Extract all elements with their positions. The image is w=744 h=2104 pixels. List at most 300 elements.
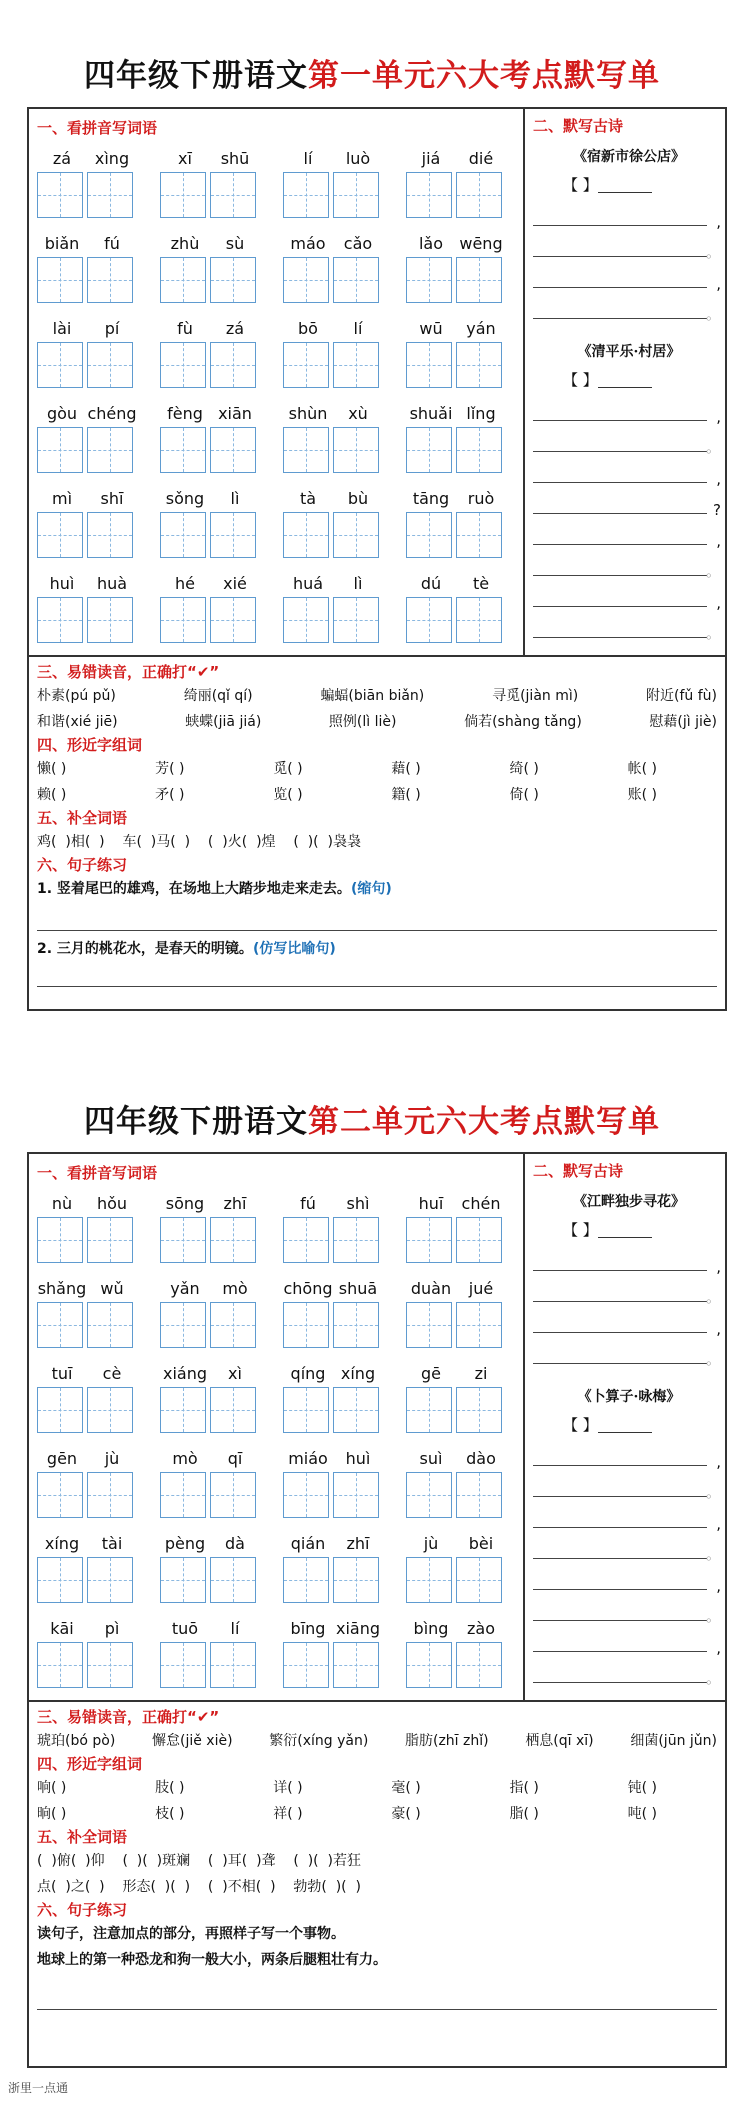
writing-box[interactable]	[456, 1642, 502, 1688]
exercise-section	[29, 1702, 725, 2020]
writing-box[interactable]	[37, 597, 83, 643]
writing-box[interactable]	[210, 1472, 256, 1518]
writing-box[interactable]	[283, 257, 329, 303]
tianzige-boxes	[160, 1387, 283, 1433]
author-bracket: 【 】	[563, 371, 598, 389]
writing-box[interactable]	[406, 1302, 452, 1348]
poem-line[interactable]	[533, 1435, 721, 1471]
char-item[interactable]: 帐( )	[627, 761, 657, 777]
writing-box[interactable]	[37, 172, 83, 218]
author-bracket: 【 】	[563, 1416, 598, 1434]
punctuation: ,	[716, 275, 721, 293]
char-item[interactable]: 吨( )	[627, 1806, 657, 1822]
punctuation: ,	[716, 1320, 721, 1338]
writing-box[interactable]	[283, 1302, 329, 1348]
writing-box[interactable]	[333, 1642, 379, 1688]
word-cell	[406, 1525, 529, 1610]
tianzige-boxes	[37, 1302, 160, 1348]
pinyin	[283, 310, 406, 342]
writing-box[interactable]	[87, 1217, 133, 1263]
writing-box[interactable]	[333, 512, 379, 558]
writing-box[interactable]	[160, 342, 206, 388]
pinyin-syllable: shuǎi	[409, 404, 453, 423]
writing-box[interactable]	[406, 172, 452, 218]
char-item[interactable]: 赖( )	[37, 787, 67, 803]
pinyin-syllable: pì	[104, 1619, 120, 1638]
writing-box[interactable]	[456, 342, 502, 388]
writing-box[interactable]	[333, 257, 379, 303]
pinyin	[406, 140, 529, 172]
writing-box[interactable]	[87, 257, 133, 303]
reading-item[interactable]: 繁衍(xíng yǎn)	[269, 1733, 369, 1749]
poem-line[interactable]	[533, 576, 721, 612]
char-item[interactable]: 指( )	[509, 1780, 539, 1796]
author-blank[interactable]	[563, 1219, 725, 1240]
writing-box[interactable]	[283, 1387, 329, 1433]
writing-box[interactable]	[87, 597, 133, 643]
poem-line[interactable]	[533, 1528, 721, 1563]
writing-box[interactable]	[333, 1387, 379, 1433]
writing-box[interactable]	[283, 1642, 329, 1688]
writing-box[interactable]	[37, 512, 83, 558]
char-item[interactable]: 矛( )	[155, 787, 185, 803]
pinyin-syllable: lài	[52, 319, 72, 338]
writing-box[interactable]	[406, 597, 452, 643]
writing-box[interactable]	[406, 512, 452, 558]
poem-line[interactable]	[533, 257, 721, 293]
poem-line[interactable]	[533, 514, 721, 550]
char-item[interactable]: 钝( )	[627, 1780, 657, 1796]
section-heading: 二、默写古诗	[533, 1162, 624, 1180]
word-cell	[37, 565, 160, 650]
writing-box[interactable]	[406, 1472, 452, 1518]
writing-box[interactable]	[87, 1557, 133, 1603]
punctuation: ,	[716, 1515, 721, 1533]
writing-box[interactable]	[406, 1642, 452, 1688]
pinyin-syllable: pí	[104, 319, 120, 338]
tianzige-boxes	[406, 512, 529, 558]
word-cell	[283, 1185, 406, 1270]
writing-box[interactable]	[406, 427, 452, 473]
char-item[interactable]: 懒( )	[37, 761, 67, 777]
char-item[interactable]: 芳( )	[155, 761, 185, 777]
writing-box[interactable]	[210, 1557, 256, 1603]
poem-line[interactable]	[533, 1466, 721, 1501]
pinyin-syllable: zào	[467, 1619, 495, 1638]
writing-box[interactable]	[406, 342, 452, 388]
pinyin-syllable: chéng	[87, 404, 137, 423]
writing-box[interactable]	[37, 1472, 83, 1518]
writing-box[interactable]	[210, 1642, 256, 1688]
word-cell	[160, 480, 283, 565]
section-heading: 五、补全词语	[37, 1828, 128, 1846]
word-cell	[406, 1610, 529, 1695]
sentence-2: 2. 三月的桃花水，是春天的明镜。 (仿写比喻句)	[37, 941, 336, 957]
writing-box[interactable]	[333, 342, 379, 388]
char-row	[37, 1800, 717, 1826]
char-item[interactable]: 肢( )	[155, 1780, 185, 1796]
poem-line[interactable]	[533, 421, 721, 456]
writing-box[interactable]	[456, 427, 502, 473]
section-heading: 二、默写古诗	[533, 117, 624, 135]
reading-item[interactable]: 朴素(pú pǔ)	[37, 688, 116, 704]
word-cell	[37, 1610, 160, 1695]
word-cell	[37, 140, 160, 225]
writing-box[interactable]	[456, 1557, 502, 1603]
poem-line[interactable]	[533, 1302, 721, 1338]
pinyin-syllable: huá	[292, 574, 324, 593]
poem-line[interactable]	[533, 1652, 721, 1687]
char-row	[37, 781, 717, 807]
char-item[interactable]: 藉( )	[391, 761, 421, 777]
writing-box[interactable]	[87, 1642, 133, 1688]
pinyin-syllable: mò	[222, 1279, 248, 1298]
tianzige-boxes	[160, 1302, 283, 1348]
char-item[interactable]: 绮( )	[509, 761, 539, 777]
writing-box[interactable]	[283, 597, 329, 643]
reading-item[interactable]: 附近(fǔ fù)	[646, 688, 717, 704]
poem-line[interactable]	[533, 1559, 721, 1595]
pinyin-syllable: bīng	[290, 1619, 326, 1638]
writing-box[interactable]	[406, 257, 452, 303]
writing-box[interactable]	[37, 1557, 83, 1603]
reading-item[interactable]: 懈怠(jiě xiè)	[151, 1733, 233, 1749]
punctuation: 。	[705, 1350, 721, 1368]
section-heading: 一、看拼音写词语	[37, 1164, 158, 1182]
writing-box[interactable]	[456, 1302, 502, 1348]
tianzige-boxes	[160, 1642, 283, 1688]
pinyin	[160, 140, 283, 172]
reading-item[interactable]: 和谐(xié jiē)	[37, 714, 118, 730]
poem-line[interactable]	[533, 1621, 721, 1657]
pinyin	[283, 480, 406, 512]
pinyin-syllable: huì	[345, 1449, 371, 1468]
tianzige-boxes	[283, 172, 406, 218]
punctuation: 。	[705, 624, 721, 642]
writing-box[interactable]	[333, 427, 379, 473]
writing-box[interactable]	[160, 512, 206, 558]
char-item[interactable]: 倚( )	[509, 787, 539, 803]
word-cell	[283, 395, 406, 480]
pinyin-syllable: huì	[49, 574, 75, 593]
tianzige-boxes	[37, 1387, 160, 1433]
pinyin-syllable: xiān	[218, 404, 252, 423]
section-heading: 三、易错读音，正确打“✔”	[37, 663, 220, 681]
pinyin-syllable: huī	[418, 1194, 444, 1213]
char-item[interactable]: 脂( )	[509, 1806, 539, 1822]
writing-box[interactable]	[210, 1387, 256, 1433]
author-blank[interactable]	[563, 1414, 725, 1435]
pinyin	[37, 1440, 160, 1472]
word-cell	[283, 1525, 406, 1610]
pinyin-syllable: shuā	[338, 1279, 378, 1298]
writing-box[interactable]	[333, 597, 379, 643]
writing-box[interactable]	[160, 1642, 206, 1688]
char-item[interactable]: 响( )	[37, 1780, 67, 1796]
reading-item[interactable]: 脂肪(zhī zhǐ)	[405, 1733, 489, 1749]
pinyin	[406, 395, 529, 427]
writing-box[interactable]	[87, 172, 133, 218]
reading-row	[37, 708, 717, 734]
char-item[interactable]: 览( )	[273, 787, 303, 803]
author-blank[interactable]	[563, 174, 725, 195]
pinyin-syllable: yǎn	[170, 1279, 200, 1298]
writing-box[interactable]	[37, 342, 83, 388]
writing-box[interactable]	[87, 1302, 133, 1348]
punctuation: 。	[705, 305, 721, 323]
punctuation: 。	[705, 1288, 721, 1306]
word-cell	[37, 395, 160, 480]
pinyin-syllable: bù	[347, 489, 369, 508]
writing-box[interactable]	[87, 342, 133, 388]
writing-box[interactable]	[37, 1302, 83, 1348]
poem-line[interactable]	[533, 390, 721, 426]
writing-box[interactable]	[37, 427, 83, 473]
writing-box[interactable]	[210, 172, 256, 218]
writing-box[interactable]	[37, 1217, 83, 1263]
punctuation: ,	[716, 594, 721, 612]
writing-box[interactable]	[160, 427, 206, 473]
word-cell	[406, 1355, 529, 1440]
poem-line[interactable]	[533, 1333, 721, 1368]
pinyin	[160, 395, 283, 427]
writing-box[interactable]	[283, 1472, 329, 1518]
tianzige-boxes	[406, 597, 529, 643]
writing-box[interactable]	[456, 597, 502, 643]
reading-item[interactable]: 寻觅(jiàn mì)	[492, 688, 579, 704]
poem-line[interactable]	[533, 1497, 721, 1533]
reading-item[interactable]: 慰藉(jì jiè)	[649, 714, 717, 730]
poem-title: 《卜算子·咏梅》	[577, 1389, 681, 1405]
pinyin	[37, 1270, 160, 1302]
reading-item[interactable]: 细菌(jūn jǔn)	[630, 1733, 717, 1749]
writing-box[interactable]	[87, 1472, 133, 1518]
pinyin-syllable: ruò	[467, 489, 495, 508]
pinyin-syllable: wēng	[459, 234, 503, 253]
author-bracket: 【 】	[563, 1221, 598, 1239]
word-cell	[37, 1525, 160, 1610]
writing-box[interactable]	[160, 597, 206, 643]
footer-credit: 浙里一点通	[8, 2081, 69, 2095]
char-item[interactable]: 枝( )	[155, 1806, 185, 1822]
reading-item[interactable]: 倘若(shàng tǎng)	[464, 714, 582, 730]
pinyin-syllable: zhī	[346, 1534, 370, 1553]
word-cell	[283, 310, 406, 395]
writing-box[interactable]	[283, 1217, 329, 1263]
pinyin-syllable: sǒng	[165, 489, 205, 508]
writing-box[interactable]	[87, 512, 133, 558]
pinyin-syllable: tāng	[412, 489, 450, 508]
word-cell	[283, 140, 406, 225]
writing-box[interactable]	[87, 427, 133, 473]
punctuation: 。	[705, 1607, 721, 1625]
pinyin	[37, 1525, 160, 1557]
tianzige-boxes	[160, 257, 283, 303]
answer-line[interactable]	[37, 907, 717, 931]
page-title-unit2: 四年级下册语文第二单元六大考点默写单	[84, 1104, 660, 1140]
tianzige-boxes	[37, 172, 160, 218]
word-cell	[37, 1440, 160, 1525]
writing-box[interactable]	[283, 342, 329, 388]
pinyin-syllable: qī	[227, 1449, 243, 1468]
writing-box[interactable]	[210, 597, 256, 643]
poem-line[interactable]	[533, 195, 721, 231]
word-cell	[160, 1440, 283, 1525]
writing-box[interactable]	[160, 257, 206, 303]
writing-box[interactable]	[283, 172, 329, 218]
char-item[interactable]: 祥( )	[273, 1806, 303, 1822]
writing-box[interactable]	[160, 1302, 206, 1348]
char-item[interactable]: 毫( )	[391, 1780, 421, 1796]
tianzige-boxes	[283, 1217, 406, 1263]
reading-item[interactable]: 栖息(qī xī)	[525, 1733, 594, 1749]
tianzige-boxes	[37, 1472, 160, 1518]
pinyin	[160, 1270, 283, 1302]
pinyin	[406, 310, 529, 342]
writing-box[interactable]	[160, 172, 206, 218]
idiom-row[interactable]: 鸡( )相( ) 车( )马( ) ( )火( )煌 ( )( )袅袅	[37, 834, 361, 850]
pinyin-syllable: tuī	[51, 1364, 73, 1383]
word-cell	[406, 225, 529, 310]
writing-box[interactable]	[210, 512, 256, 558]
pinyin-syllable: zá	[52, 149, 72, 168]
tianzige-boxes	[406, 1557, 529, 1603]
writing-box[interactable]	[406, 1387, 452, 1433]
pinyin-syllable: jué	[468, 1279, 494, 1298]
poem-line[interactable]	[533, 452, 721, 488]
pinyin-syllable: nù	[51, 1194, 73, 1213]
tianzige-boxes	[160, 1472, 283, 1518]
tianzige-boxes	[37, 427, 160, 473]
writing-box[interactable]	[456, 1387, 502, 1433]
pinyin-syllable: qián	[290, 1534, 326, 1553]
writing-box[interactable]	[456, 512, 502, 558]
pinyin-syllable: fù	[177, 319, 193, 338]
pinyin-syllable: tà	[299, 489, 317, 508]
pinyin-syllable: xíng	[340, 1364, 376, 1383]
reading-item[interactable]: 绮丽(qǐ qí)	[183, 688, 253, 704]
char-item[interactable]: 豪( )	[391, 1806, 421, 1822]
writing-box[interactable]	[456, 172, 502, 218]
writing-box[interactable]	[283, 1557, 329, 1603]
poem-line[interactable]	[533, 483, 721, 519]
tianzige-boxes	[406, 1472, 529, 1518]
sentence-1: 1. 竖着尾巴的雄鸡，在场地上大踏步地走来走去。 (缩句)	[37, 881, 392, 897]
writing-box[interactable]	[210, 1302, 256, 1348]
writing-box[interactable]	[37, 1642, 83, 1688]
reading-item[interactable]: 蝙蝠(biān biǎn)	[320, 688, 425, 704]
poem-section	[525, 109, 725, 655]
pinyin-syllable: shī	[100, 489, 124, 508]
tianzige-boxes	[37, 1642, 160, 1688]
word-cell	[406, 310, 529, 395]
reading-item[interactable]: 照例(lì liè)	[328, 714, 397, 730]
writing-box[interactable]	[210, 257, 256, 303]
writing-box[interactable]	[210, 1217, 256, 1263]
punctuation: 。	[705, 562, 721, 580]
writing-box[interactable]	[333, 1302, 379, 1348]
punctuation: ,	[716, 1577, 721, 1595]
punctuation: ,	[716, 213, 721, 231]
pinyin	[283, 395, 406, 427]
writing-box[interactable]	[160, 1387, 206, 1433]
char-item[interactable]: 觅( )	[273, 761, 303, 777]
idiom-row[interactable]: ( )俯( )仰 ( )( )斑斓 ( )耳( )聋 ( )( )若狂	[37, 1853, 361, 1869]
poem-line[interactable]	[533, 1271, 721, 1306]
writing-box[interactable]	[406, 1217, 452, 1263]
char-item[interactable]: 籍( )	[391, 787, 421, 803]
writing-box[interactable]	[210, 427, 256, 473]
pinyin	[283, 1355, 406, 1387]
pinyin	[406, 480, 529, 512]
pinyin	[283, 140, 406, 172]
pinyin	[160, 1440, 283, 1472]
word-cell	[406, 1270, 529, 1355]
word-cell	[37, 1355, 160, 1440]
writing-box[interactable]	[160, 1472, 206, 1518]
writing-box[interactable]	[283, 427, 329, 473]
poem-line[interactable]	[533, 226, 721, 261]
pinyin	[406, 1440, 529, 1472]
writing-box[interactable]	[210, 342, 256, 388]
poem-line[interactable]	[533, 545, 721, 580]
char-item[interactable]: 账( )	[627, 787, 657, 803]
pinyin-syllable: tè	[472, 574, 490, 593]
writing-box[interactable]	[333, 1217, 379, 1263]
pinyin-syllable: lǐng	[466, 404, 496, 423]
pinyin	[283, 1610, 406, 1642]
author-blank[interactable]	[563, 369, 725, 390]
writing-box[interactable]	[406, 1557, 452, 1603]
writing-box[interactable]	[333, 1557, 379, 1603]
poem-line[interactable]	[533, 1590, 721, 1625]
poem-line[interactable]	[533, 607, 721, 642]
poem-line[interactable]	[533, 288, 721, 323]
poem-section	[525, 1154, 725, 1700]
section-heading: 一、看拼音写词语	[37, 119, 158, 137]
answer-line[interactable]	[37, 963, 717, 987]
writing-box[interactable]	[283, 512, 329, 558]
char-row	[37, 1774, 717, 1800]
writing-box[interactable]	[333, 1472, 379, 1518]
pinyin-section	[29, 109, 525, 655]
pinyin-syllable: lǎo	[418, 234, 444, 253]
pinyin-syllable: mò	[172, 1449, 198, 1468]
reading-item[interactable]: 蛱蝶(jiā jiá)	[185, 714, 262, 730]
tianzige-boxes	[283, 597, 406, 643]
pinyin-syllable: xìng	[94, 149, 130, 168]
char-item[interactable]: 详( )	[273, 1780, 303, 1796]
poem-line[interactable]	[533, 1240, 721, 1276]
char-item[interactable]: 晌( )	[37, 1806, 67, 1822]
idiom-row[interactable]: 点( )之( ) 形态( )( ) ( )不相( ) 勃勃( )( )	[37, 1879, 361, 1895]
pinyin-syllable: gēn	[46, 1449, 78, 1468]
writing-box[interactable]	[456, 257, 502, 303]
punctuation: ,	[716, 1258, 721, 1276]
writing-box[interactable]	[37, 1387, 83, 1433]
writing-box[interactable]	[37, 257, 83, 303]
writing-box[interactable]	[456, 1217, 502, 1263]
writing-box[interactable]	[333, 172, 379, 218]
writing-box[interactable]	[456, 1472, 502, 1518]
writing-box[interactable]	[160, 1557, 206, 1603]
pinyin	[283, 565, 406, 597]
writing-box[interactable]	[160, 1217, 206, 1263]
reading-item[interactable]: 琥珀(bó pò)	[37, 1733, 116, 1749]
writing-box[interactable]	[87, 1387, 133, 1433]
answer-line[interactable]	[37, 1986, 717, 2010]
punctuation: ,	[716, 408, 721, 426]
